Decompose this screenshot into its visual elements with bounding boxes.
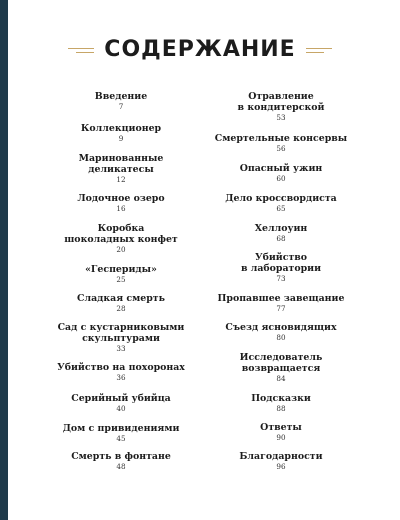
- toc-entry[interactable]: [196, 133, 366, 154]
- toc-entry[interactable]: [36, 322, 206, 354]
- entry-title: Введение: [94, 91, 148, 102]
- entry-title: «Геспериды»: [85, 264, 157, 275]
- entry-page: 88: [276, 404, 286, 413]
- toc-entry[interactable]: [196, 422, 366, 443]
- entry-title: Убийство в лаборатории: [240, 252, 322, 274]
- entry-page: 25: [116, 275, 126, 284]
- toc-entry[interactable]: [196, 252, 366, 284]
- entry-page: 45: [116, 434, 126, 443]
- entry-page: 60: [276, 174, 286, 183]
- toc-entry[interactable]: [36, 91, 206, 112]
- page-title: СОДЕРЖАНИЕ: [104, 37, 296, 62]
- entry-page: 56: [276, 144, 286, 153]
- entry-title: Исследователь возвращается: [239, 352, 323, 374]
- entry-page: 90: [276, 433, 286, 442]
- entry-page: 48: [116, 462, 126, 471]
- entry-title: Дело кроссвордиста: [225, 193, 337, 204]
- entry-page: 7: [118, 102, 124, 111]
- entry-title: Подсказки: [251, 393, 311, 404]
- left-border-bar: [0, 0, 8, 520]
- toc-entry[interactable]: [36, 153, 206, 185]
- entry-page: 12: [116, 175, 126, 184]
- toc-entry[interactable]: [196, 451, 366, 472]
- toc-entry[interactable]: [196, 193, 366, 214]
- toc-entry[interactable]: [196, 352, 366, 384]
- toc-entry[interactable]: [36, 293, 206, 314]
- entry-title: Опасный ужин: [239, 163, 323, 174]
- entry-page: 36: [116, 373, 126, 382]
- ornament-left: [68, 48, 94, 53]
- entry-title: Съезд ясновидящих: [225, 322, 337, 333]
- toc-entry[interactable]: [36, 423, 206, 444]
- entry-title: Дом с привидениями: [62, 423, 180, 434]
- entry-page: 84: [276, 374, 286, 383]
- entry-page: 16: [116, 204, 126, 213]
- entry-title: Ответы: [260, 422, 302, 433]
- toc-entry[interactable]: [196, 91, 366, 123]
- entry-title: Сладкая смерть: [77, 293, 165, 304]
- entry-page: 40: [116, 404, 126, 413]
- entry-title: Серийный убийца: [71, 393, 171, 404]
- toc-entry[interactable]: [36, 451, 206, 472]
- entry-title: Коробка шоколадных конфет: [64, 223, 178, 245]
- entry-title: Хеллоуин: [254, 223, 308, 234]
- entry-page: 33: [116, 344, 126, 353]
- toc-entry[interactable]: [36, 123, 206, 144]
- entry-page: 96: [276, 462, 286, 471]
- toc-entry[interactable]: [36, 362, 206, 383]
- entry-page: 28: [116, 304, 126, 313]
- toc-entry[interactable]: [36, 393, 206, 414]
- entry-title: Отравление в кондитерской: [237, 91, 325, 113]
- toc-entry[interactable]: [196, 163, 366, 184]
- entry-page: 53: [276, 113, 286, 122]
- entry-title: Смертельные консервы: [214, 133, 348, 144]
- entry-page: 68: [276, 234, 286, 243]
- entry-title: Сад с кустарниковыми скульптурами: [57, 322, 185, 344]
- toc-entry[interactable]: [36, 223, 206, 255]
- toc-entry[interactable]: [196, 393, 366, 414]
- entry-page: 9: [118, 134, 124, 143]
- entry-title: Пропавшее завещание: [217, 293, 345, 304]
- entry-title: Маринованные деликатесы: [78, 153, 164, 175]
- entry-page: 20: [116, 245, 126, 254]
- entry-page: 77: [276, 304, 286, 313]
- toc-entry[interactable]: [196, 223, 366, 244]
- toc-entry[interactable]: [196, 322, 366, 343]
- toc-entry[interactable]: [36, 264, 206, 285]
- ornament-right: [306, 48, 332, 53]
- entry-page: 73: [276, 274, 286, 283]
- entry-page: 65: [276, 204, 286, 213]
- toc-entry[interactable]: [196, 293, 366, 314]
- entry-title: Смерть в фонтане: [71, 451, 171, 462]
- toc-header: [0, 38, 400, 62]
- toc-entry[interactable]: [36, 193, 206, 214]
- entry-title: Благодарности: [239, 451, 323, 462]
- entry-title: Лодочное озеро: [77, 193, 165, 204]
- entry-title: Убийство на похоронах: [57, 362, 185, 373]
- entry-page: 80: [276, 333, 286, 342]
- entry-title: Коллекционер: [80, 123, 162, 134]
